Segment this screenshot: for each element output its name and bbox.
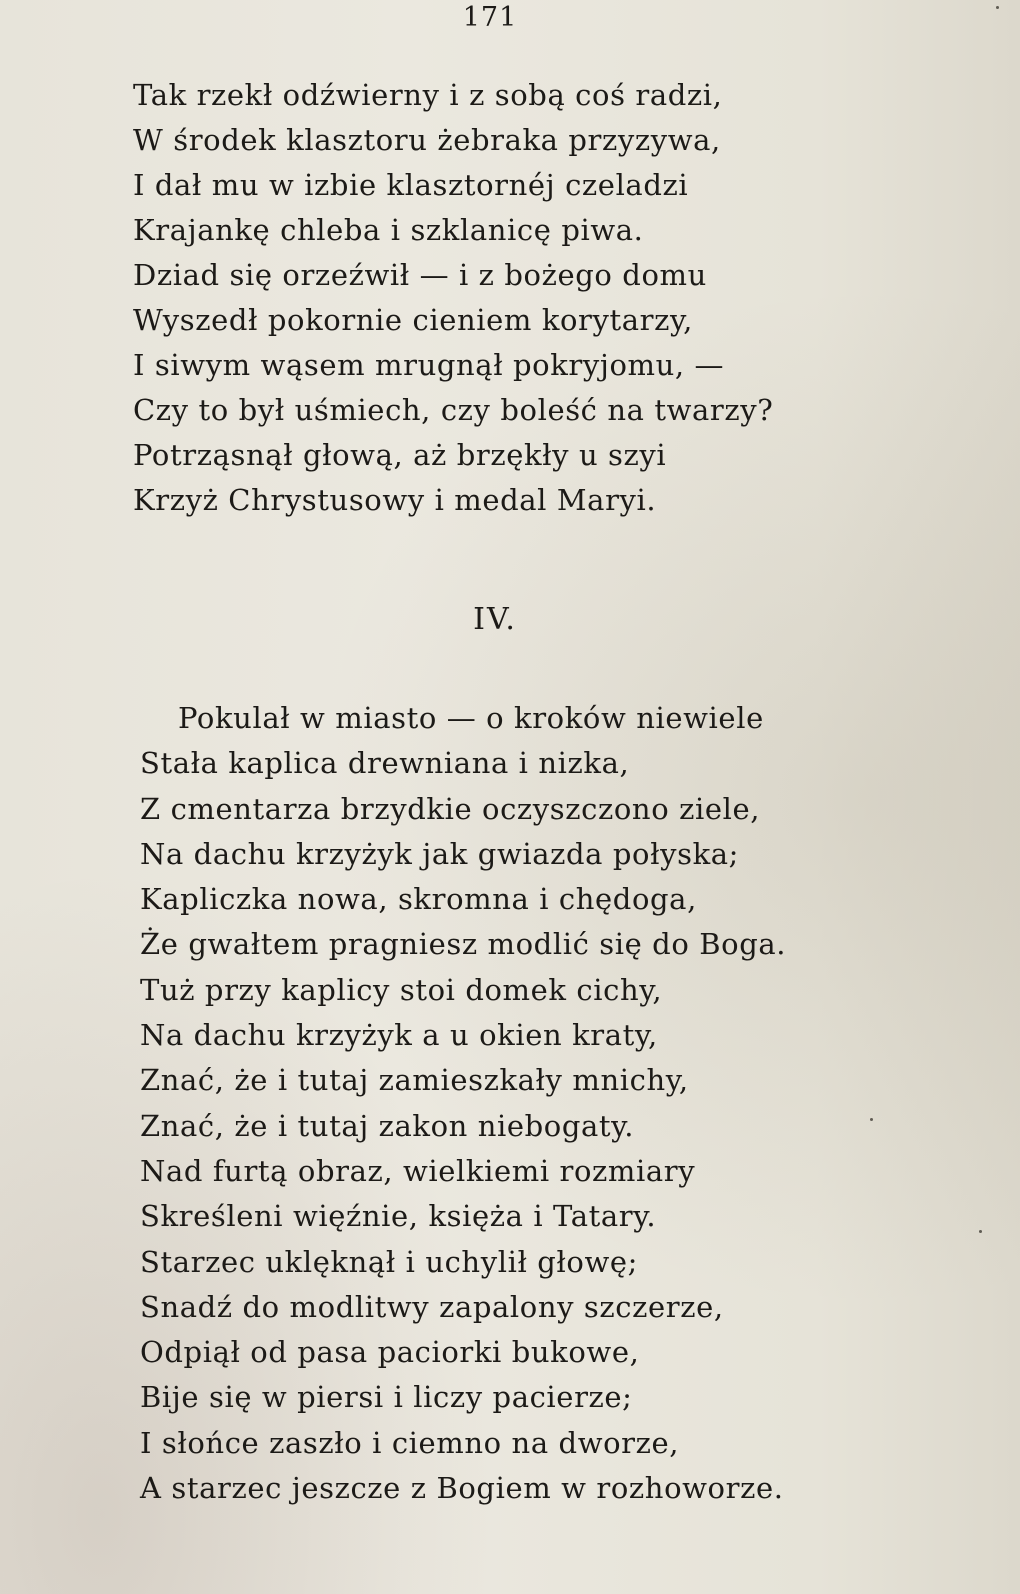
verse-line: I siwym wąsem mrugnął pokryjomu, —	[133, 348, 725, 382]
verse-line: Znać, że i tutaj zakon niebogaty.	[140, 1108, 635, 1143]
page-number: 171	[462, 2, 518, 33]
verse-line: Wyszedł pokornie cieniem korytarzy,	[133, 303, 693, 337]
verse-line: Odpiął od pasa paciorki bukowe,	[140, 1335, 640, 1370]
verse-line: Czy to był uśmiech, czy boleść na twarzy?	[133, 393, 774, 427]
verse-line: Nad furtą obraz, wielkiemi rozmiary	[140, 1153, 696, 1188]
verse-line: Że gwałtem pragniesz modlić się do Boga.	[140, 927, 787, 962]
verse-line: I słońce zaszło i ciemno na dworze,	[140, 1425, 680, 1460]
verse-line: W środek klasztoru żebraka przyzywa,	[133, 123, 721, 157]
verse-line: Potrząsnął głową, aż brzękły u szyi	[133, 438, 667, 472]
verse-line: Skreśleni więźnie, księża i Tatary.	[140, 1199, 657, 1234]
paper-speck	[870, 1118, 873, 1121]
verse-line: Tak rzekł odźwierny i z sobą coś radzi,	[133, 78, 723, 112]
verse-line: Starzec uklęknął i uchylił głowę;	[140, 1244, 639, 1279]
verse-line: Z cmentarza brzydkie oczyszczono ziele,	[140, 791, 761, 826]
paper-speck	[996, 6, 999, 9]
stanza-1	[133, 73, 773, 523]
verse-line: I dał mu w izbie klasztornéj czeladzi	[133, 168, 689, 202]
paper-speck	[979, 1230, 982, 1233]
verse-line: Stała kaplica drewniana i nizka,	[140, 746, 630, 781]
verse-line: Dziad się orzeźwił — i z bożego domu	[133, 258, 707, 292]
verse-line: Tuż przy kaplicy stoi domek cichy,	[140, 972, 663, 1007]
verse-line: Snadź do modlitwy zapalony szczerze,	[140, 1289, 724, 1324]
verse-line: Krajankę chleba i szklanicę piwa.	[133, 213, 644, 247]
verse-line: Na dachu krzyżyk a u okien kraty,	[140, 1018, 658, 1053]
verse-line: Bije się w piersi i liczy pacierze;	[140, 1380, 633, 1415]
verse-line: A starzec jeszcze z Bogiem w rozhoworze.	[140, 1471, 784, 1506]
section-heading: IV.	[473, 602, 517, 637]
verse-line: Znać, że i tutaj zamieszkały mnichy,	[140, 1063, 689, 1098]
stanza-2	[140, 696, 786, 1511]
verse-line: Pokulał w miasto — o kroków niewiele	[178, 701, 764, 735]
verse-line: Na dachu krzyżyk jak gwiazda połyska;	[140, 836, 739, 871]
verse-line: Kapliczka nowa, skromna i chędoga,	[140, 882, 697, 917]
verse-line: Krzyż Chrystusowy i medal Maryi.	[133, 483, 657, 517]
